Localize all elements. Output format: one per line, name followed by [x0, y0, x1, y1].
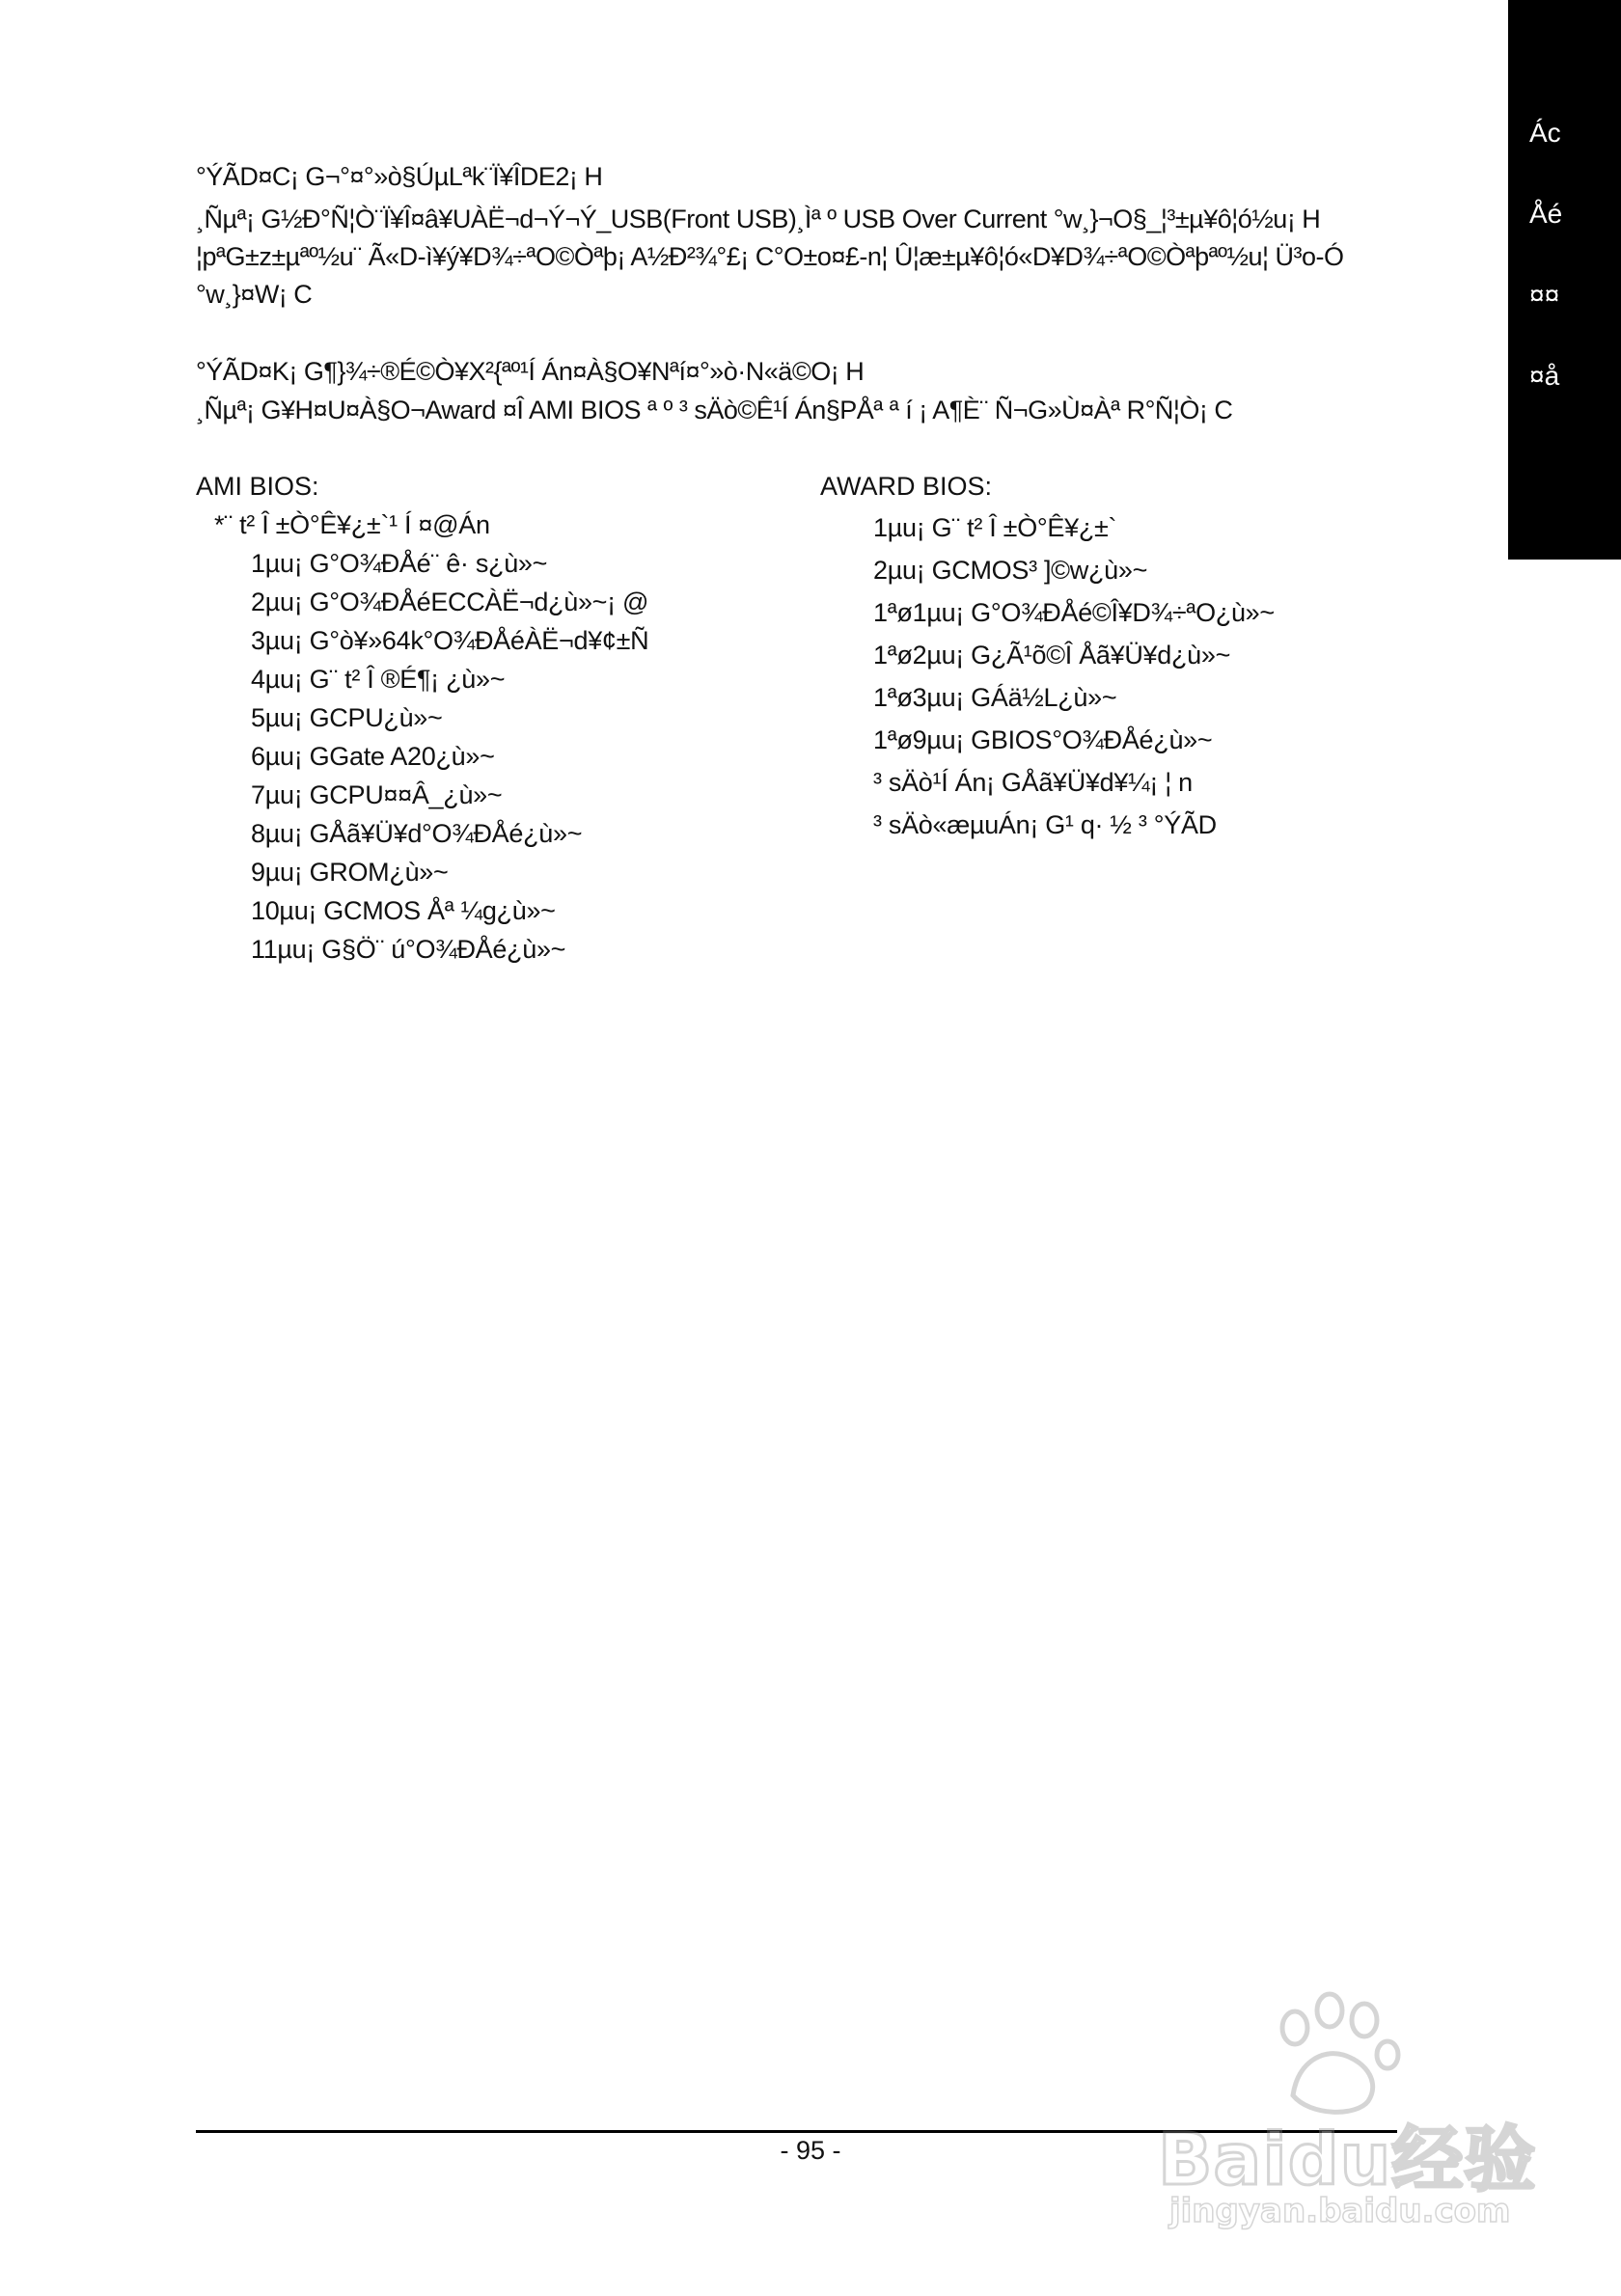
watermark-brand: Baidu经验: [1158, 2118, 1537, 2201]
side-tab-label: ¤å: [1529, 361, 1560, 391]
award-beep-item: 1µu¡ G¨ t² Î ±Ò°Ê¥¿±`: [873, 513, 1117, 542]
ami-beep-item: 8µu¡ GÅã¥Ü¥d°O¾ÐÅé¿ù»~: [251, 819, 583, 848]
award-beep-item: 2µu¡ GCMOS³ ]©w¿ù»~: [873, 556, 1148, 585]
ami-beep-item: 4µu¡ G¨ t² Î ®É¶¡ ¿ù»~: [251, 665, 506, 694]
side-tab-label: Ác: [1529, 118, 1561, 148]
baidu-jingyan-watermark: [1148, 1987, 1537, 2230]
paw-logo-icon: [1254, 1987, 1409, 2122]
award-beep-item: 1ªø2µu¡ G¿Ã¹õ©Î Åã¥Ü¥d¿ù»~: [873, 641, 1231, 670]
award-beep-item: 1ªø9µu¡ GBIOS°O¾ÐÅé¿ù»~: [873, 725, 1213, 754]
side-tab-label: ¤¤: [1529, 280, 1560, 310]
award-beep-item: ³ sÄò«æµuÁn¡ G¹ q· ½ ³ °ÝÃD: [873, 810, 1217, 839]
ami-intro-line: *¨ t² Î ±Ò°Ê¥¿±`¹ Í ¤@Án: [214, 510, 490, 539]
faq-answer-8: ¸Ñµª¡ G¥H¤U¤À§O¬Award ¤Î AMI BIOS ª º ³ sÄò©Ê¹Í Án§PÅª ª í ¡ A¶È¨ Ñ¬G»Ù¤Àª R°Ñ¦Ò¡ C: [196, 396, 1233, 424]
watermark-url: jingyan.baidu.com: [1169, 2192, 1511, 2230]
ami-beep-item: 9µu¡ GROM¿ù»~: [251, 858, 449, 887]
side-tab-label: Åé: [1529, 199, 1563, 229]
faq-question-7: °ÝÃD¤C¡ G¬°¤°»ò§ÚµLªk¨Ï¥ÎDE2¡ H: [196, 162, 603, 191]
award-beep-item: ³ sÄò¹Í Án¡ GÅã¥Ü¥d¥¼¡ ¦ n: [873, 768, 1193, 797]
ami-beep-item: 10µu¡ GCMOS Åª ¼g¿ù»~: [251, 896, 556, 925]
award-beep-item: 1ªø3µu¡ GÁä½L¿ù»~: [873, 683, 1117, 712]
faq-question-8: °ÝÃD¤K¡ G¶}¾÷®É©Ò¥X²{ªº¹Í Án¤À§O¥Nªí¤°»ò·N«ä©O¡ H: [196, 357, 865, 386]
ami-beep-item: 11µu¡ G§Ö¨ ú°O¾ÐÅé¿ù»~: [251, 935, 566, 964]
chapter-side-tab: [1508, 0, 1621, 560]
ami-beep-item: 6µu¡ GGate A20¿ù»~: [251, 742, 495, 771]
award-bios-heading: AWARD BIOS:: [820, 472, 993, 501]
faq-answer-7-line: °w¸}¤W¡ C: [196, 280, 313, 309]
ami-bios-heading: AMI BIOS:: [196, 472, 319, 501]
award-beep-item: 1ªø1µu¡ G°O¾ÐÅé©Î¥D¾÷ªO¿ù»~: [873, 598, 1275, 627]
ami-beep-item: 7µu¡ GCPU¤¤Â_¿ù»~: [251, 780, 503, 809]
ami-beep-item: 2µu¡ G°O¾ÐÅéECCÀË¬d¿ù»~¡ @: [251, 588, 649, 616]
page-number: - 95 -: [780, 2136, 841, 2165]
faq-answer-7-line: ¦pªG±z±µªº½u¨ Ã«D-ì¥ý¥D¾÷ªO©Òªþ¡ A½Ð²¾°£¡ C°O±o¤£-n¦ Û¦æ±µ¥ô¦ó«D¥D¾÷ªO©Òªþªº½u¦ Ü³o-Ó: [196, 242, 1344, 271]
faq-answer-7-line: ¸Ñµª¡ G½Ð°Ñ¦Ò¨Ï¥Î¤â¥UÀË¬d¬Ý¬Ý_USB(Front USB)¸Ìª º USB Over Current °w¸}¬O§_¦³±µ¥ô¦ó½u¡ H: [196, 205, 1321, 233]
ami-beep-item: 3µu¡ G°ò¥»64k°O¾ÐÅéÀË¬d¥¢±Ñ: [251, 626, 649, 655]
ami-beep-item: 5µu¡ GCPU¿ù»~: [251, 703, 443, 732]
ami-beep-item: 1µu¡ G°O¾ÐÅé¨ ê· s¿ù»~: [251, 549, 548, 578]
